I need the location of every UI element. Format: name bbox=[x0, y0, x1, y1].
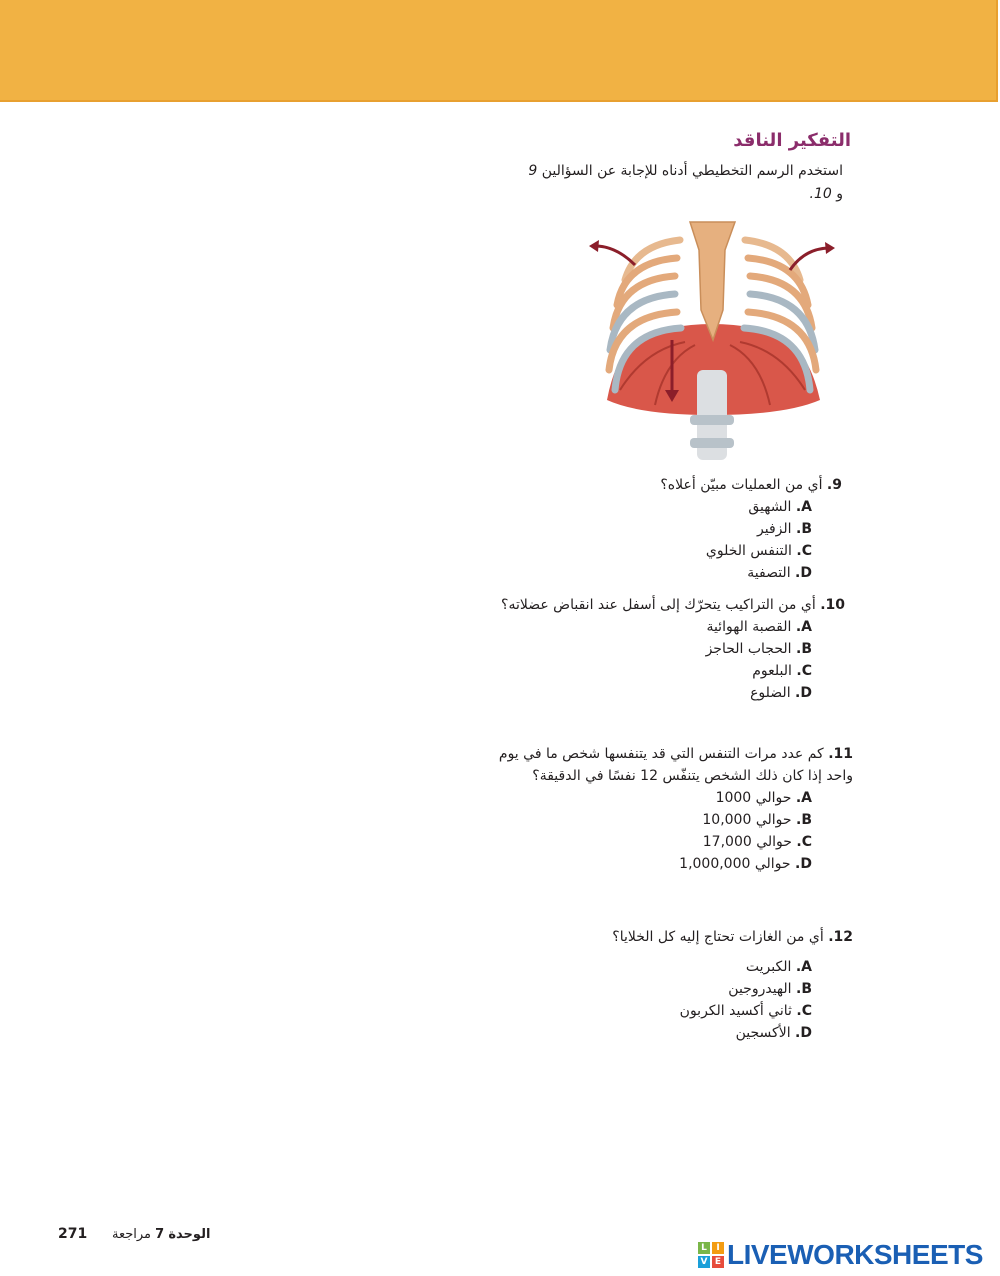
rib-cage-diagram bbox=[585, 210, 840, 465]
question-stem: أي من التراكيب يتحرّك إلى أسفل عند انقباض عضلاته؟ bbox=[501, 597, 816, 613]
unit-number: 7 bbox=[155, 1227, 165, 1242]
choice-text: حوالي 10,000 bbox=[702, 812, 792, 828]
choice-letter: A. bbox=[795, 499, 812, 515]
choice-text: الحجاب الحاجز bbox=[705, 641, 792, 657]
choice-text: الشهيق bbox=[748, 499, 792, 515]
logo-letter: E bbox=[712, 1256, 724, 1268]
liveworksheets-brand[interactable] bbox=[698, 1238, 983, 1272]
choice-c[interactable] bbox=[462, 540, 812, 562]
answer-choices bbox=[473, 956, 812, 1044]
choice-letter: D. bbox=[795, 685, 812, 701]
page-number: 271 bbox=[58, 1226, 88, 1242]
choice-letter: B. bbox=[796, 812, 812, 828]
choice-text: القصبة الهوائية bbox=[706, 619, 792, 635]
choice-text: حوالي 1,000,000 bbox=[679, 856, 791, 872]
question-stem: أي من العمليات مبيّن أعلاه؟ bbox=[660, 477, 823, 493]
choice-letter: A. bbox=[795, 959, 812, 975]
intro-question-10: 10. bbox=[809, 186, 832, 202]
choice-d[interactable] bbox=[462, 562, 812, 584]
choice-text: التصفية bbox=[747, 565, 791, 581]
intro-and: و bbox=[836, 186, 843, 202]
choice-letter: A. bbox=[795, 790, 812, 806]
question-number: 9. bbox=[826, 477, 842, 493]
footer-unit bbox=[112, 1227, 210, 1242]
choice-a[interactable] bbox=[473, 956, 812, 978]
brand-text: LIVEWORKSHEETS bbox=[727, 1239, 983, 1270]
choice-letter: D. bbox=[795, 1025, 812, 1041]
choice-letter: D. bbox=[795, 856, 812, 872]
question-stem: كم عدد مرات التنفس التي قد يتنفسها شخص ما في يوم واحد إذا كان ذلك الشخص يتنفّس 12 نفسًا في الدقيقة؟ bbox=[498, 746, 853, 784]
question-11 bbox=[498, 743, 853, 875]
choice-text: حوالي 1000 bbox=[715, 790, 792, 806]
sternum bbox=[690, 222, 735, 340]
choice-letter: A. bbox=[795, 619, 812, 635]
choice-text: التنفس الخلوي bbox=[705, 543, 792, 559]
brand-logo-icon bbox=[698, 1242, 724, 1268]
choice-b[interactable] bbox=[473, 978, 812, 1000]
choice-a[interactable] bbox=[498, 787, 812, 809]
choice-d[interactable] bbox=[500, 682, 812, 704]
choice-text: ثاني أكسيد الكربون bbox=[679, 1003, 792, 1019]
question-number: 10. bbox=[820, 597, 845, 613]
choice-text: الكبريت bbox=[745, 959, 792, 975]
question-10 bbox=[500, 594, 845, 704]
question-stem: أي من الغازات تحتاج إليه كل الخلايا؟ bbox=[612, 929, 824, 945]
choice-letter: D. bbox=[795, 565, 812, 581]
logo-letter: L bbox=[698, 1242, 710, 1254]
question-12 bbox=[473, 926, 853, 1044]
question-9 bbox=[462, 474, 842, 584]
logo-letter: I bbox=[712, 1242, 724, 1254]
choice-letter: C. bbox=[796, 834, 812, 850]
intro-text: استخدم الرسم التخطيطي أدناه للإجابة عن السؤالين bbox=[541, 163, 843, 179]
intro-question-9: 9 bbox=[528, 163, 538, 179]
choice-letter: C. bbox=[796, 543, 812, 559]
answer-choices bbox=[462, 496, 812, 584]
choice-b[interactable] bbox=[498, 809, 812, 831]
choice-letter: B. bbox=[796, 641, 812, 657]
choice-text: الهيدروجين bbox=[728, 981, 792, 997]
header-bar bbox=[0, 0, 998, 102]
review-label: مراجعة bbox=[112, 1227, 152, 1242]
choice-c[interactable] bbox=[500, 660, 812, 682]
choice-letter: C. bbox=[796, 1003, 812, 1019]
choice-a[interactable] bbox=[462, 496, 812, 518]
question-number: 12. bbox=[828, 929, 853, 945]
choice-c[interactable] bbox=[498, 831, 812, 853]
choice-text: حوالي 17,000 bbox=[702, 834, 792, 850]
choice-b[interactable] bbox=[500, 638, 812, 660]
unit-label: الوحدة bbox=[168, 1227, 211, 1242]
choice-letter: B. bbox=[796, 521, 812, 537]
logo-letter: V bbox=[698, 1256, 710, 1268]
answer-choices bbox=[498, 787, 812, 875]
choice-a[interactable] bbox=[500, 616, 812, 638]
question-number: 11. bbox=[828, 746, 853, 762]
choice-d[interactable] bbox=[473, 1022, 812, 1044]
choice-c[interactable] bbox=[473, 1000, 812, 1022]
answer-choices bbox=[500, 616, 812, 704]
choice-b[interactable] bbox=[462, 518, 812, 540]
choice-letter: C. bbox=[796, 663, 812, 679]
choice-text: الزفير bbox=[757, 521, 792, 537]
section-title: التفكير الناقد bbox=[733, 130, 851, 151]
choice-d[interactable] bbox=[498, 853, 812, 875]
choice-text: البلعوم bbox=[752, 663, 792, 679]
choice-text: الضلوع bbox=[750, 685, 791, 701]
intro-paragraph bbox=[483, 160, 843, 206]
choice-text: الأكسجين bbox=[735, 1025, 791, 1041]
choice-letter: B. bbox=[796, 981, 812, 997]
